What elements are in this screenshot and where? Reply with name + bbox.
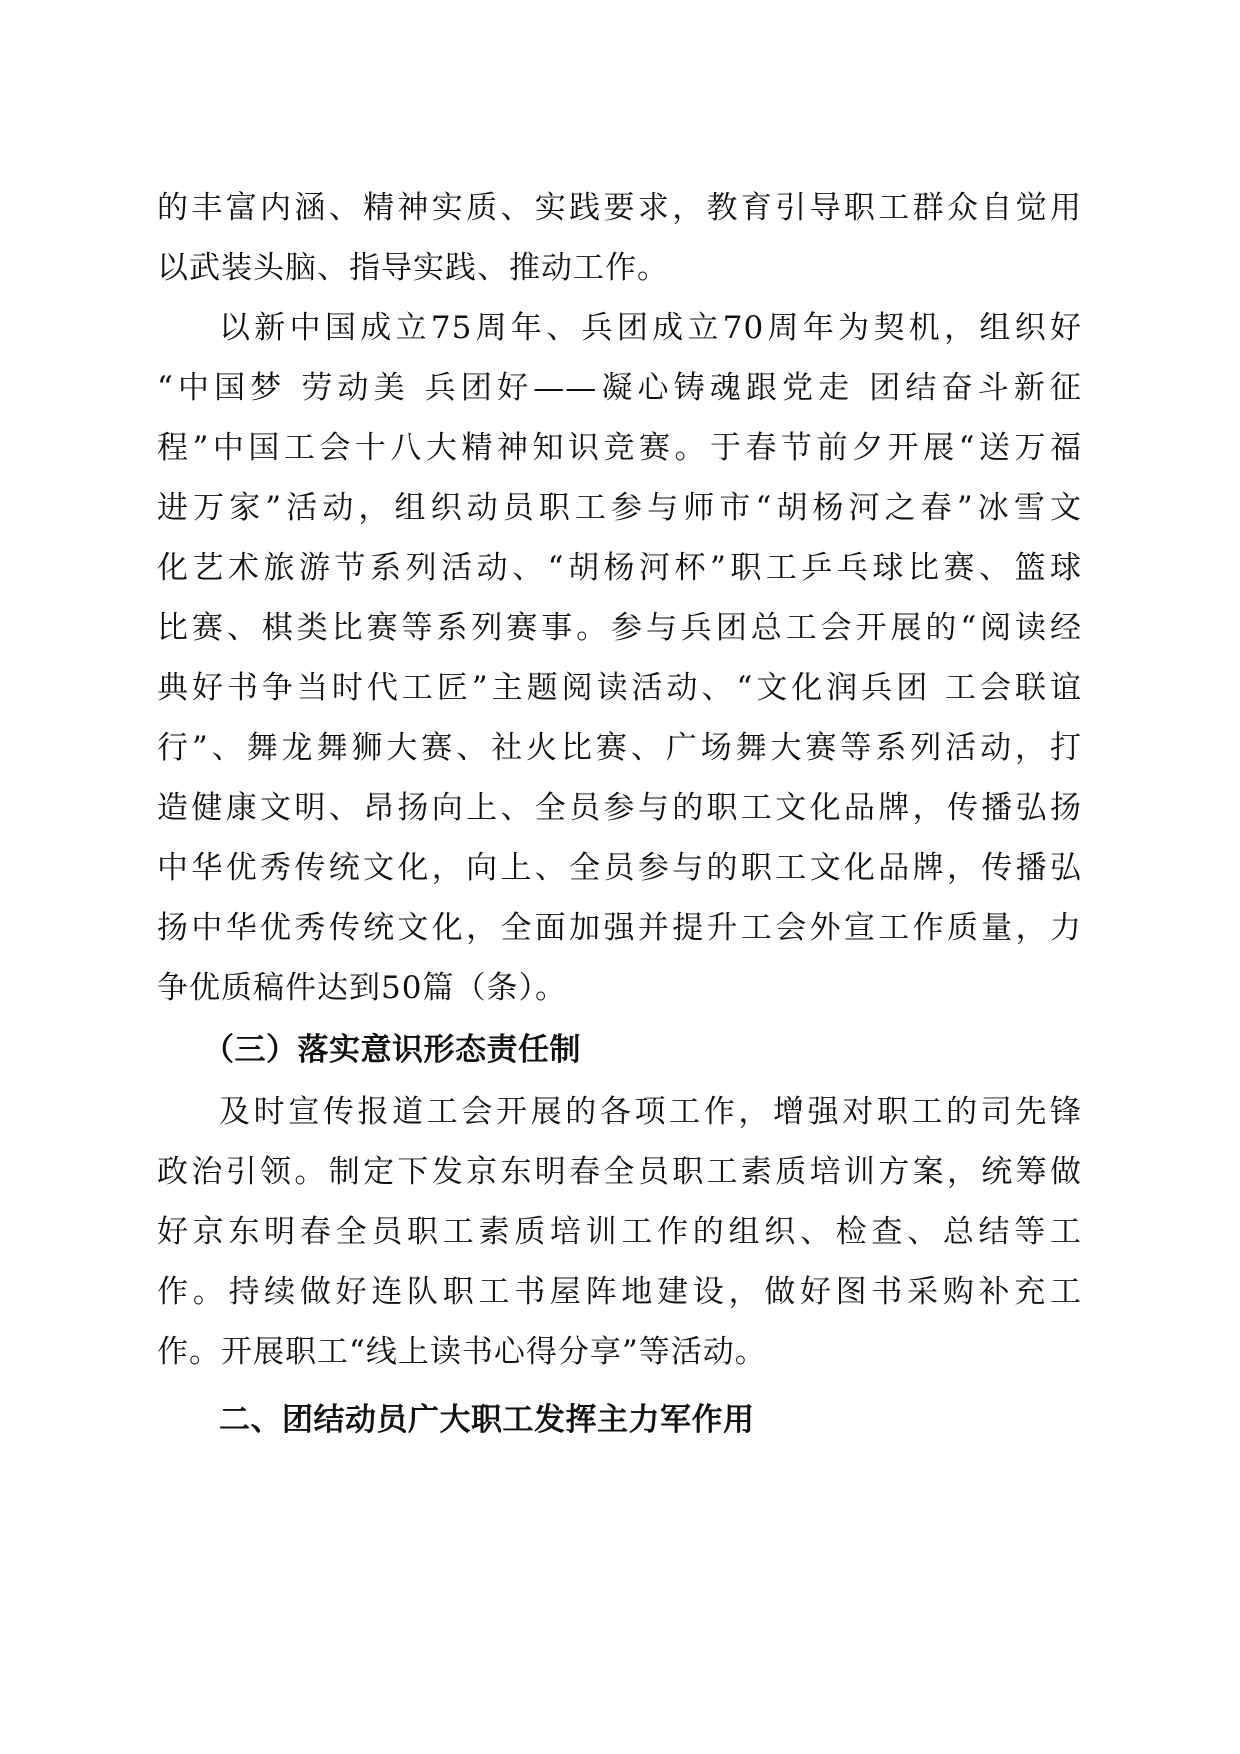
paragraph-line: 争优质稿件达到50篇（条）。: [157, 970, 567, 1006]
paragraph-line: 程”中国工会十八大精神知识竞赛。于春节前夕开展“送万福: [157, 430, 1082, 466]
subsection-heading: （三）落实意识形态责任制: [203, 1032, 581, 1068]
paragraph-line: 及时宣传报道工会开展的各项工作，增强对职工的司先锋: [219, 1094, 1082, 1130]
paragraph-line: 中华优秀传统文化，向上、全员参与的职工文化品牌，传播弘: [157, 850, 1082, 886]
paragraph-line: 比赛、棋类比赛等系列赛事。参与兵团总工会开展的“阅读经: [157, 610, 1082, 646]
paragraph-line: 以新中国成立75周年、兵团成立70周年为契机，组织好: [219, 310, 1082, 346]
paragraph-line: “中国梦 劳动美 兵团好——凝心铸魂跟党走 团结奋斗新征: [157, 370, 1082, 406]
paragraph-line: 化艺术旅游节系列活动、“胡杨河杯”职工乒乓球比赛、篮球: [157, 550, 1082, 586]
paragraph-line: 造健康文明、昂扬向上、全员参与的职工文化品牌，传播弘扬: [157, 790, 1082, 826]
paragraph-line: 好京东明春全员职工素质培训工作的组织、检查、总结等工: [157, 1214, 1082, 1250]
paragraph-line: 典好书争当时代工匠”主题阅读活动、“文化润兵团 工会联谊: [157, 670, 1082, 706]
section-heading: 二、团结动员广大职工发挥主力军作用: [219, 1402, 755, 1438]
paragraph-line: 以武装头脑、指导实践、推动工作。: [157, 250, 669, 286]
paragraph-line: 的丰富内涵、精神实质、实践要求，教育引导职工群众自觉用: [157, 190, 1082, 226]
paragraph-line: 行”、舞龙舞狮大赛、社火比赛、广场舞大赛等系列活动，打: [157, 730, 1082, 766]
paragraph-line: 作。持续做好连队职工书屋阵地建设，做好图书采购补充工: [157, 1274, 1082, 1310]
paragraph-line: 作。开展职工“线上读书心得分享”等活动。: [157, 1334, 767, 1370]
paragraph-line: 政治引领。制定下发京东明春全员职工素质培训方案，统筹做: [157, 1154, 1082, 1190]
paragraph-line: 进万家”活动，组织动员职工参与师市“胡杨河之春”冰雪文: [157, 490, 1082, 526]
paragraph-line: 扬中华优秀传统文化，全面加强并提升工会外宣工作质量，力: [157, 910, 1082, 946]
